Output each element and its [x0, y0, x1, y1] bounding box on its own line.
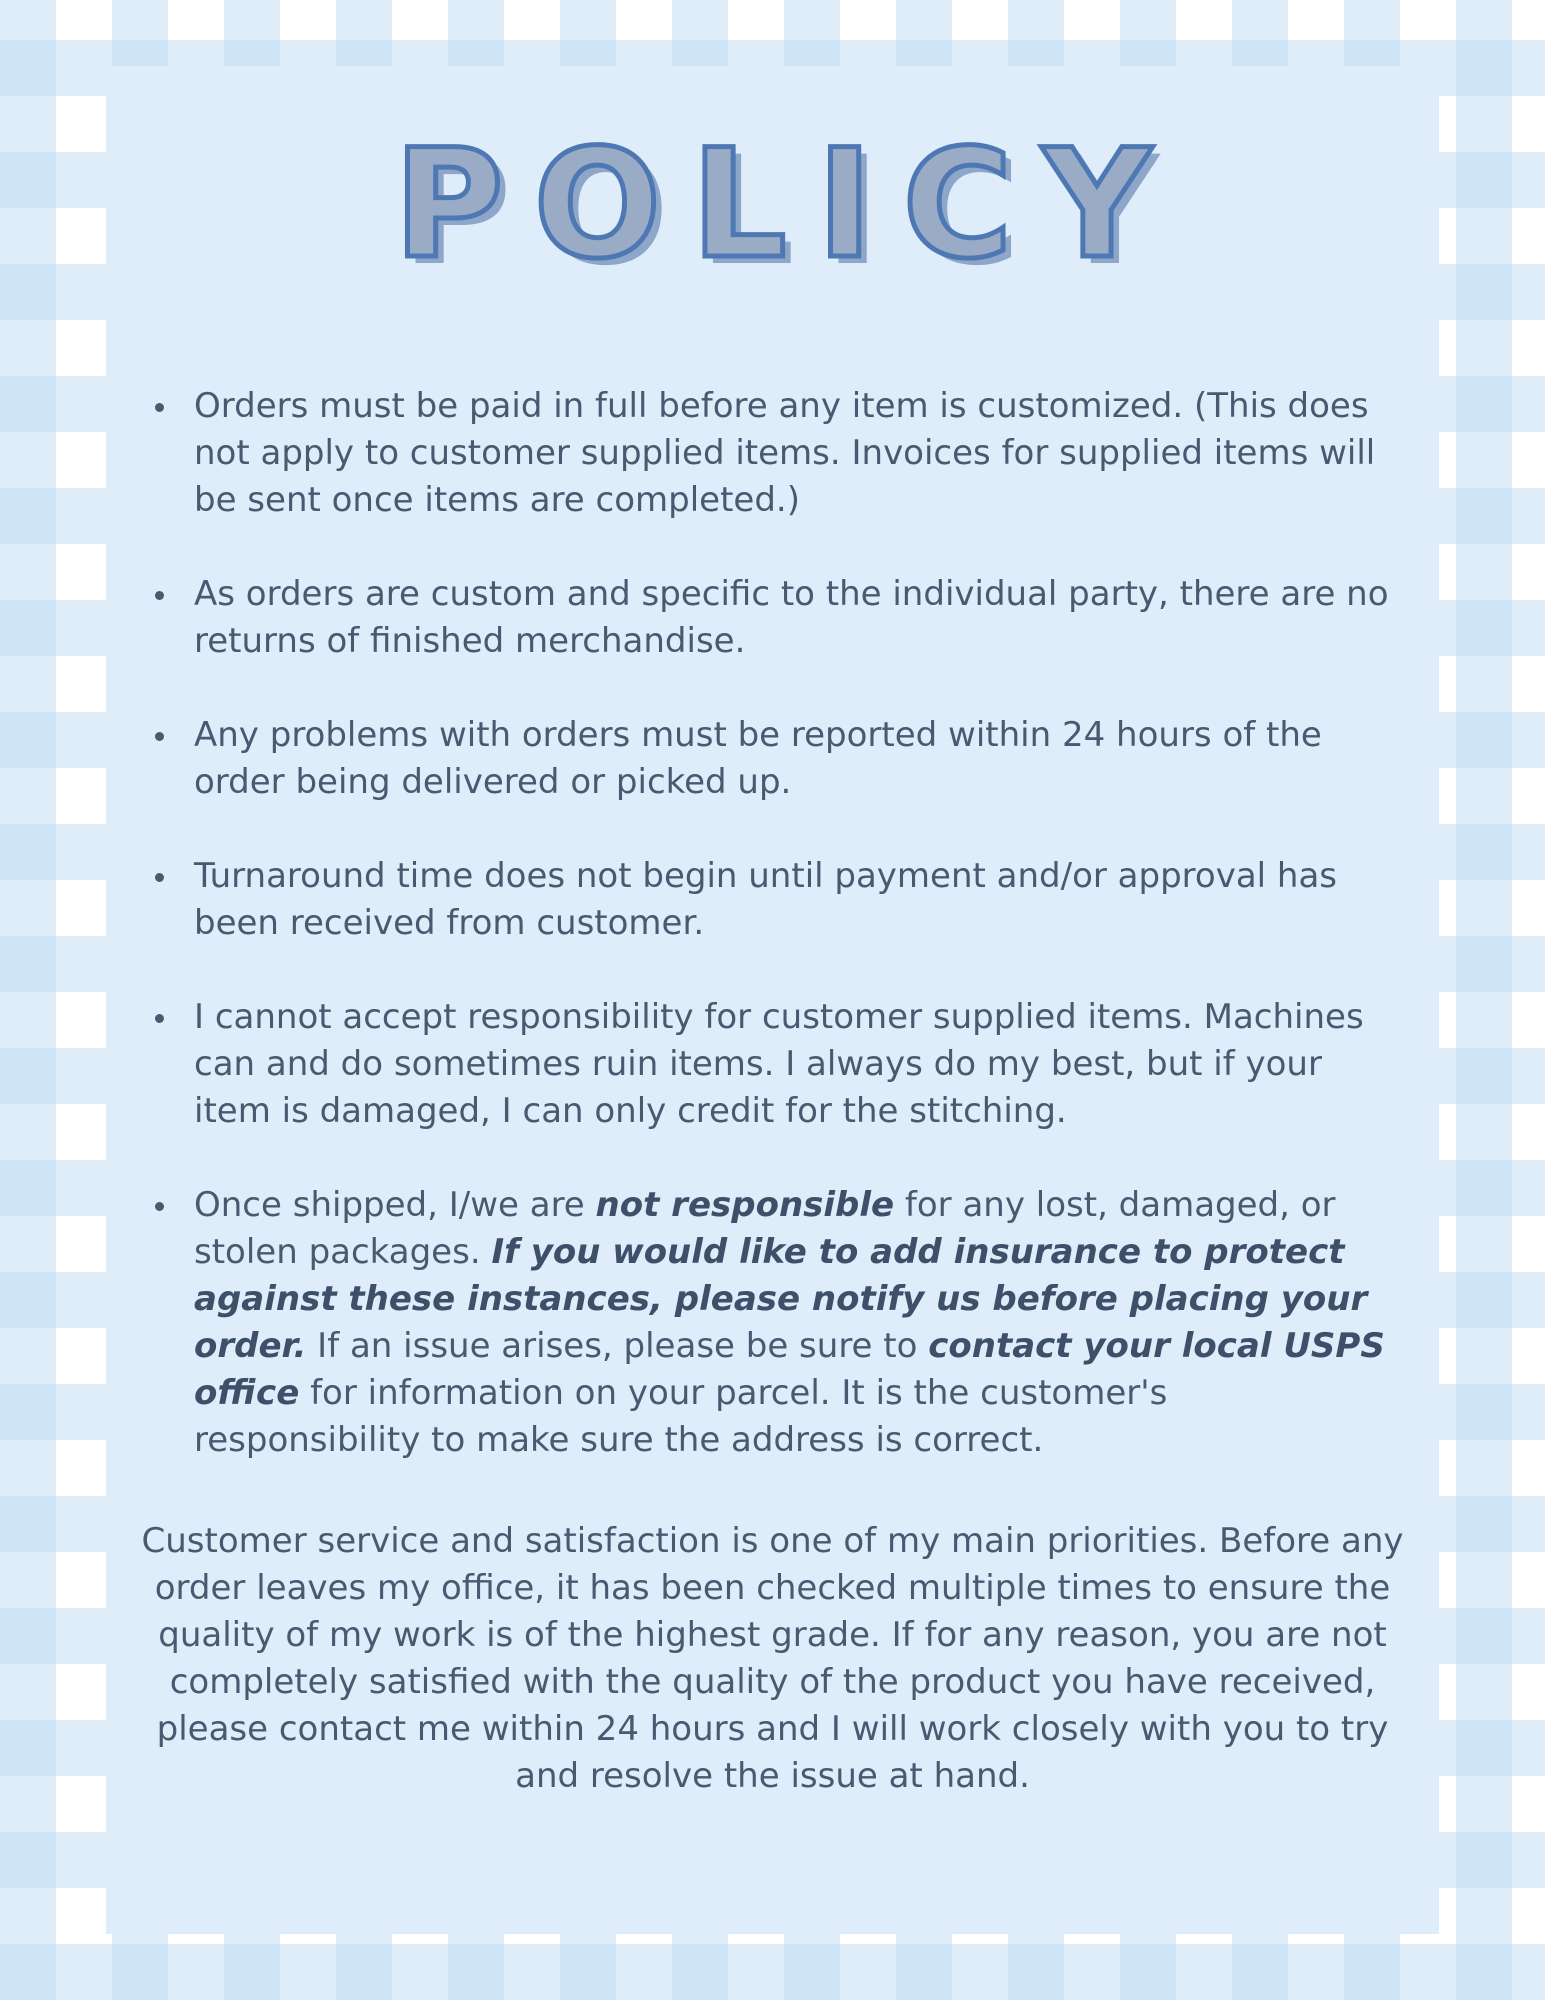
insurance-emphasis: If you would like to add insurance to protect against these instances, please notify us before placing your order.: [194, 1232, 1368, 1366]
shipping-text: Once shipped, I/we are: [194, 1185, 596, 1225]
policy-item-shipping: [148, 1182, 1398, 1464]
not-responsible-emphasis: not responsible: [595, 1185, 895, 1225]
bullet-icon: [155, 732, 164, 741]
policy-item-text: [194, 1185, 1385, 1460]
shipping-text: If an issue arises, please be sure to: [306, 1326, 929, 1366]
policy-list: [148, 383, 1398, 1511]
bullet-icon: [155, 873, 164, 882]
policy-item-text: I cannot accept responsibility for customer supplied items. Machines can and do sometimes ruin items. I always do my best, but if your item is damaged, I can only credit for the stitching.: [194, 997, 1364, 1131]
usps-emphasis: contact your local USPS office: [194, 1326, 1385, 1413]
bullet-icon: [155, 1014, 164, 1023]
policy-item-text: Turnaround time does not begin until payment and/or approval has been received from customer.: [194, 856, 1338, 943]
policy-item-text: Orders must be paid in full before any item is customized. (This does not apply to customer supplied items. Invoices for supplied items will be sent once items are completed.): [194, 386, 1376, 520]
page-title: POLICY: [393, 118, 1182, 292]
policy-item-text: As orders are custom and specific to the individual party, there are no returns of finished merchandise.: [194, 574, 1389, 661]
policy-item-turnaround: [148, 853, 1398, 947]
bullet-icon: [155, 1202, 164, 1211]
shipping-text: for any lost, damaged, or stolen packages.: [194, 1185, 1336, 1272]
policy-item-problems: [148, 712, 1398, 806]
policy-item-responsibility: [148, 994, 1398, 1135]
policy-item-text: Any problems with orders must be reported within 24 hours of the order being delivered or picked up.: [194, 715, 1322, 802]
closing-paragraph: Customer service and satisfaction is one of my main priorities. Before any order leaves my office, it has been checked multiple times to ensure the quality of my work is of the highest grade. If for any reason, you are not completely satisfied with the quality of the product you have received, please contact me within 24 hours and I will work closely with you to try and resolve the issue at hand.: [141, 1521, 1404, 1796]
policy-item-returns: [148, 571, 1398, 665]
bullet-icon: [155, 403, 164, 412]
bullet-icon: [155, 591, 164, 600]
shipping-text: for information on your parcel. It is the customer's responsibility to make sure the address is correct.: [194, 1373, 1168, 1460]
policy-item-payment: [148, 383, 1398, 524]
